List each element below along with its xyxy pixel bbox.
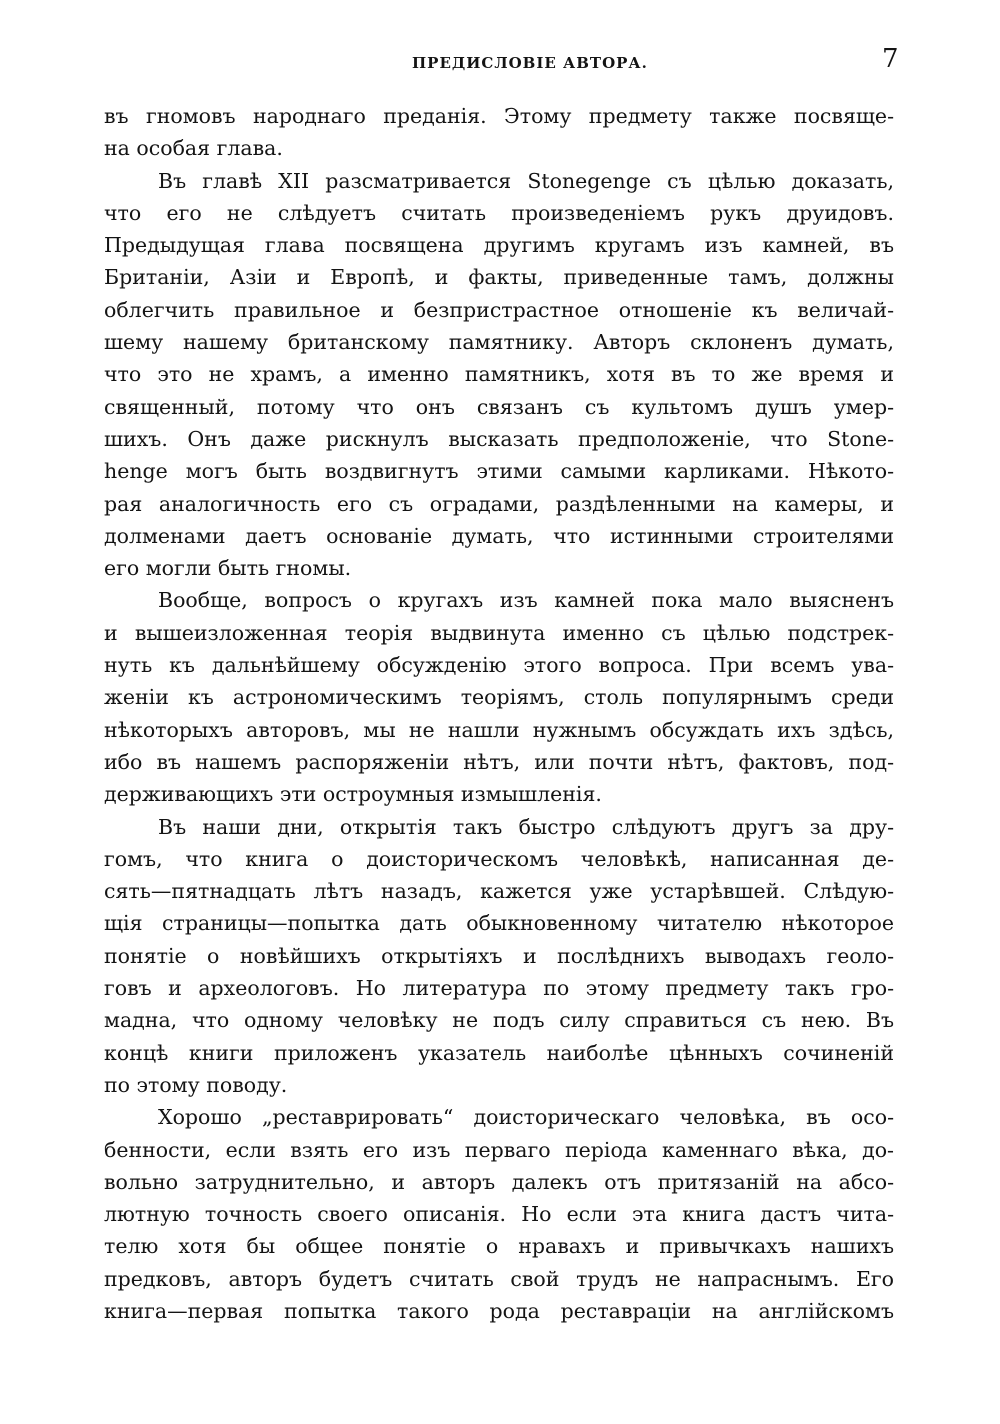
text-line: рая аналогичность его съ оградами, раздѣленными на камеры, и xyxy=(104,491,894,516)
text-line: телю хотя бы общее понятіе о нравахъ и привычкахъ нашихъ xyxy=(104,1234,894,1259)
text-line: бенности, если взять его изъ перваго періода каменнаго вѣка, до- xyxy=(104,1137,894,1162)
text-line: говъ и археологовъ. Но литература по этому предмету такъ гро- xyxy=(104,976,894,1001)
text-line: Предыдущая глава посвящена другимъ кругамъ изъ камней, въ xyxy=(104,233,894,258)
text-line: женіи къ астрономическимъ теоріямъ, столь популярнымъ среди xyxy=(104,685,894,710)
text-line: облегчить правильное и безпристрастное отношеніе къ величай- xyxy=(104,297,894,322)
text-line: по этому поводу. xyxy=(104,1072,288,1097)
text-line: и вышеизложенная теорія выдвинута именно съ цѣлью подстрек- xyxy=(104,620,894,645)
text-line: Вообще, вопросъ о кругахъ изъ камней пока мало выясненъ xyxy=(158,588,894,613)
text-line: держивающихъ эти остроумныя измышленія. xyxy=(104,782,602,807)
text-line: сять—пятнадцать лѣтъ назадъ, кажется уже устарѣвшей. Слѣдую- xyxy=(104,879,894,904)
text-line: нѣкоторыхъ авторовъ, мы не нашли нужнымъ обсуждать ихъ здѣсь, xyxy=(104,717,894,742)
text-line: понятіе о новѣйшихъ открытіяхъ и послѣднихъ выводахъ геоло- xyxy=(104,943,894,968)
text-line: ибо въ нашемъ распоряженіи нѣтъ, или почти нѣтъ, фактовъ, под- xyxy=(104,749,894,774)
text-line: шихъ. Онъ даже рискнулъ высказать предположеніе, что Stone- xyxy=(104,426,894,451)
text-line: гомъ, что книга о доисторическомъ человѣкѣ, написанная де- xyxy=(104,846,894,871)
text-line: Хорошо „реставрировать“ доисторическаго человѣка, въ осо- xyxy=(158,1105,894,1130)
text-line: въ гномовъ народнаго преданія. Этому предмету также посвяще- xyxy=(104,104,894,128)
text-line: на особая глава. xyxy=(104,136,283,161)
text-line: вольно затруднительно, и авторъ далекъ отъ притязаній на абсо- xyxy=(104,1169,894,1194)
page-number: 7 xyxy=(882,44,899,74)
text-line: предковъ, авторъ будетъ считать свой трудъ не напраснымъ. Его xyxy=(104,1266,894,1291)
text-line: henge могъ быть воздвигнутъ этими самыми карликами. Нѣкото- xyxy=(104,459,894,484)
body-text xyxy=(104,100,894,1327)
text-line: книга—первая попытка такого рода реставраціи на англійскомъ xyxy=(104,1298,894,1323)
text-line: шему нашему британскому памятнику. Авторъ склоненъ думать, xyxy=(104,330,894,355)
text-line: нуть къ дальнѣйшему обсужденію этого вопроса. При всемъ ува- xyxy=(104,653,894,678)
text-line: священный, потому что онъ связанъ съ культомъ душъ умер- xyxy=(104,394,894,419)
text-line: долменами даетъ основаніе думать, что истинными строителями xyxy=(104,523,894,548)
text-line: Въ главѣ XII разсматривается Stonegenge съ цѣлью доказать, xyxy=(158,168,894,193)
text-line: лютную точность своего описанія. Но если эта книга дастъ чита- xyxy=(104,1202,894,1227)
text-line: что это не храмъ, а именно памятникъ, хотя въ то же время и xyxy=(104,362,894,387)
text-line: его могли быть гномы. xyxy=(104,556,352,581)
running-head: ПРЕДИСЛОВІЕ АВТОРА. xyxy=(412,54,648,72)
text-line: Въ наши дни, открытія такъ быстро слѣдуютъ другъ за дру- xyxy=(158,814,894,839)
text-line: что его не слѣдуетъ считать произведеніемъ рукъ друидовъ. xyxy=(104,200,894,225)
text-line: мадна, что одному человѣку не подъ силу справиться съ нею. Въ xyxy=(104,1008,894,1033)
text-line: концѣ книги приложенъ указатель наиболѣе цѣнныхъ сочиненій xyxy=(104,1040,894,1065)
text-line: щія страницы—попытка дать обыкновенному читателю нѣкоторое xyxy=(104,911,894,936)
text-line: Британіи, Азіи и Европѣ, и факты, приведенные тамъ, должны xyxy=(104,265,894,290)
